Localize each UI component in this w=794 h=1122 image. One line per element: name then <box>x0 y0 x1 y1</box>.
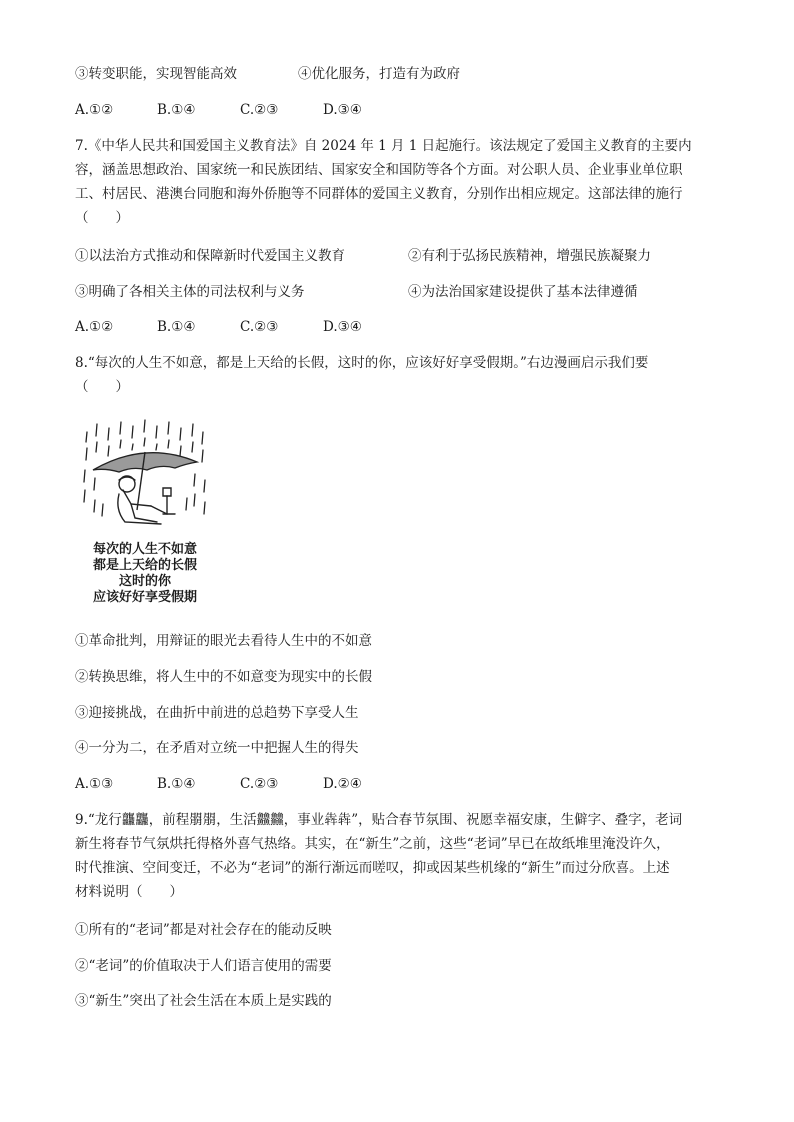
comic-caption-line: 每次的人生不如意 <box>92 542 197 557</box>
q8-option-4: ④一分为二，在矛盾对立统一中把握人生的得失 <box>75 740 359 756</box>
q6-choice-c: C.②③ <box>240 102 279 118</box>
q8-choice-d: D.②④ <box>323 776 362 792</box>
comic-caption-line: 都是上天给的长假 <box>92 558 197 573</box>
comic-illustration <box>75 418 215 613</box>
q6-option-3: ③转变职能，实现智能高效 <box>75 66 237 82</box>
q6-choice-d: D.③④ <box>323 102 362 118</box>
q7-choice-b: B.①④ <box>157 319 196 335</box>
comic-caption-line: 应该好好享受假期 <box>92 590 197 605</box>
q8-stem-line: 8.“每次的人生不如意，都是上天给的长假，这时的你，应该好好享受假期。”右边漫画启示我们要 <box>75 355 649 371</box>
q8-choice-a: A.①③ <box>75 776 114 792</box>
comic-caption-line: 这时的你 <box>118 574 171 589</box>
q7-option-2: ②有利于弘扬民族精神，增强民族凝聚力 <box>408 248 651 264</box>
q8-stem-line: （ ） <box>75 379 129 395</box>
q7-choice-c: C.②③ <box>240 319 279 335</box>
q7-stem-line: （ ） <box>75 210 129 226</box>
rain-umbrella-drawing <box>75 418 215 538</box>
q8-option-2: ②转换思维，将人生中的不如意变为现实中的长假 <box>75 669 372 685</box>
q8-choice-c: C.②③ <box>240 776 279 792</box>
q7-choice-d: D.③④ <box>323 319 362 335</box>
q7-stem-line: 容，涵盖思想政治、国家统一和民族团结、国家安全和国防等各个方面。对公职人员、企业事业单位职 <box>75 162 683 178</box>
q7-option-3: ③明确了各相关主体的司法权利与义务 <box>75 284 305 300</box>
q6-choice-b: B.①④ <box>157 102 196 118</box>
q7-stem-line: 7.《中华人民共和国爱国主义教育法》自 2024 年 1 月 1 日起施行。该法规定了爱国主义教育的主要内 <box>75 138 692 154</box>
q9-stem-line: 时代推演、空间变迁，不必为“老词”的渐行渐远而嗟叹，抑或因某些机缘的“新生”而过分欣喜。上述 <box>75 860 670 876</box>
q7-choice-a: A.①② <box>75 319 114 335</box>
q9-option-2: ②“老词”的价值取决于人们语言使用的需要 <box>75 958 332 974</box>
q6-option-4: ④优化服务，打造有为政府 <box>298 66 460 82</box>
q8-option-1: ①革命批判，用辩证的眼光去看待人生中的不如意 <box>75 633 372 649</box>
q9-option-1: ①所有的“老词”都是对社会存在的能动反映 <box>75 922 332 938</box>
q7-stem-line: 工、村居民、港澳台同胞和海外侨胞等不同群体的爱国主义教育，分别作出相应规定。这部法律的施行 <box>75 186 683 202</box>
q9-stem-line: 材料说明（ ） <box>75 884 183 900</box>
q7-option-4: ④为法治国家建设提供了基本法律遵循 <box>408 284 638 300</box>
q8-choice-b: B.①④ <box>157 776 196 792</box>
q6-choice-a: A.①② <box>75 102 114 118</box>
q8-option-3: ③迎接挑战，在曲折中前进的总趋势下享受人生 <box>75 705 359 721</box>
q9-stem-line: 新生将春节气氛烘托得格外喜气热络。其实，在“新生”之前，这些“老词”早已在故纸堆里淹没许久， <box>75 836 670 852</box>
q9-option-3: ③“新生”突出了社会生活在本质上是实践的 <box>75 993 332 1009</box>
q7-option-1: ①以法治方式推动和保障新时代爱国主义教育 <box>75 248 345 264</box>
q9-stem-line: 9.“龙行龘龘，前程朤朤，生活䲜䲜，事业犇犇”，贴合春节氛围、祝愿幸福安康，生僻字、叠字，老词 <box>75 812 683 828</box>
